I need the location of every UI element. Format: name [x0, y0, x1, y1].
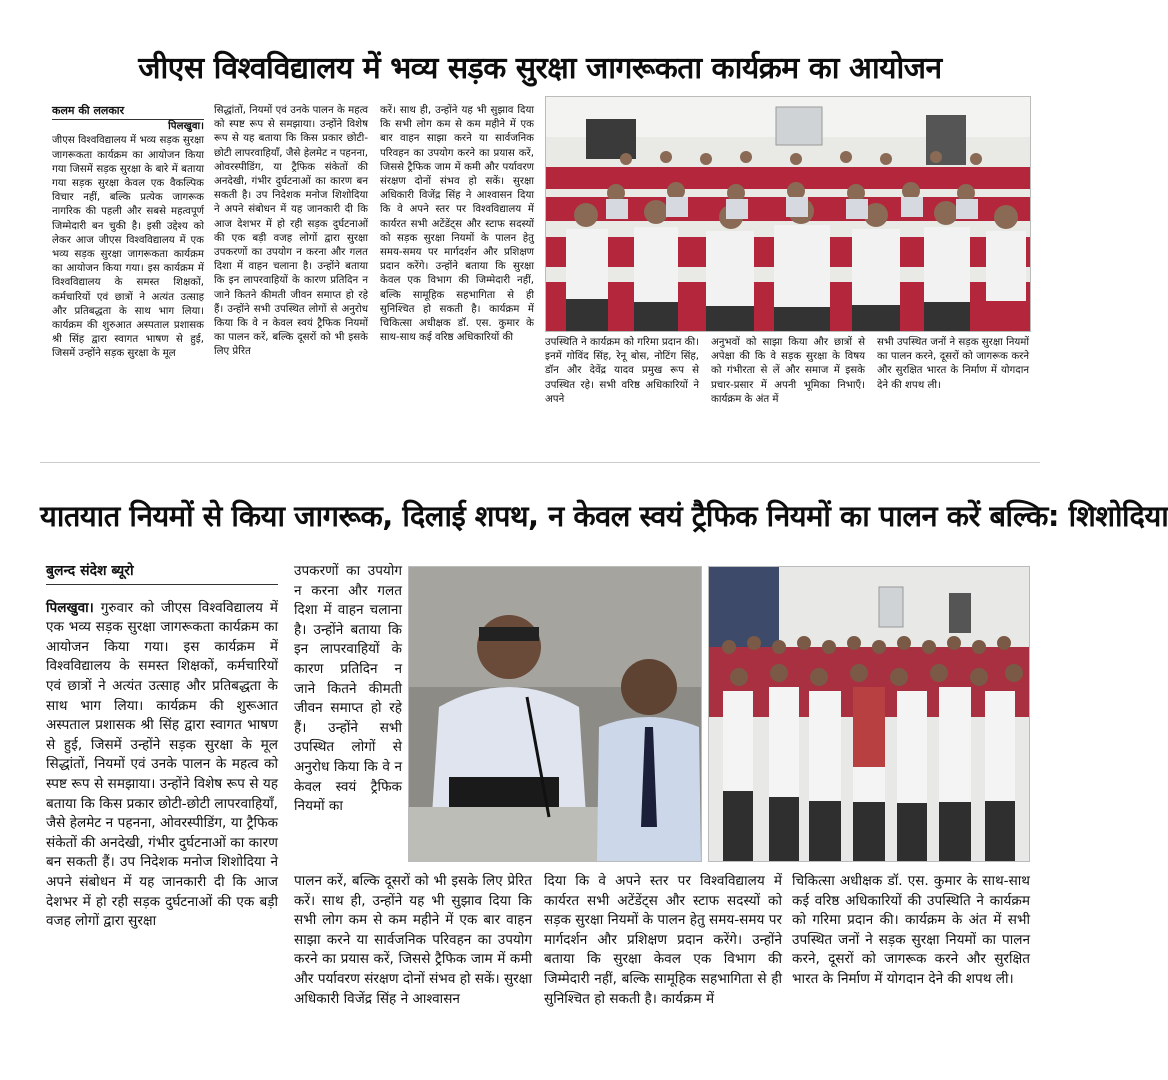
article1-photo-audience	[545, 96, 1031, 332]
article2-col3-text: पालन करें, बल्कि दूसरों को भी इसके लिए प्रेरित करें। साथ ही, उन्होंने यह भी सुझाव दिया कि सभी लोग कम से कम महीने में एक बार वाहन साझा करने या सार्वजनिक परिवहन का उपयोग करने का प्रयास करें, जिससे ट्रैफिक जाम में कमी और पर्यावरण संरक्षण दोनों संभव हो सकें। सुरक्षा अधिकारी विजेंद्र सिंह ने आश्वासन	[294, 873, 532, 1007]
article1-col2-text: सिद्धांतों, नियमों एवं उनके पालन के महत्व को स्पष्ट रूप से समझाया। उन्होंने विशेष रूप से यह बताया कि किस प्रकार छोटी-छोटी लापरवाहियाँ, जैसे हेलमेट न पहनना, ओवरस्पीडिंग, या ट्रैफिक संकेतों की अनदेखी, गंभीर दुर्घटनाओं का कारण बन सकती है। उप निदेशक मनोज शिशोदिया ने अपने संबोधन में यह जानकारी दी कि आज देशभर में हो रही सड़क दुर्घटनाओं की एक बड़ी वजह लोगों द्वारा सुरक्षा उपकरणों का उपयोग न करना और गलत दिशा में वाहन चलाना है। उन्होंने बताया कि इन लापरवाहियों के कारण प्रतिदिन न जाने कितने कीमती जीवन समाप्त हो रहे हैं। उन्होंने सभी उपस्थित लोगों से अनुरोध किया कि वे न केवल स्वयं ट्रैफिक नियमों का पालन करें, बल्कि दूसरों को भी इसके लिए प्रेरित	[214, 105, 368, 358]
article2-column-3	[294, 872, 532, 1048]
article1-dateline: पिलखुवा।	[168, 121, 204, 133]
article2-column-1	[46, 562, 278, 1048]
article2-photo-speaker	[408, 566, 702, 862]
audience-photo-illustration	[546, 97, 1030, 331]
article1-column-5	[711, 336, 865, 420]
article1-column-6	[877, 336, 1029, 420]
article1-headline: जीएस विश्वविद्यालय में भव्य सड़क सुरक्षा जागरूकता कार्यक्रम का आयोजन	[138, 51, 942, 86]
article2-column-4	[544, 872, 782, 1048]
article-divider	[40, 462, 1040, 463]
article2-byline: बुलन्द संदेश ब्यूरो	[46, 562, 278, 585]
article1-col5-text: अनुभवों को साझा किया और छात्रों से अपेक्षा की कि वे सड़क सुरक्षा के विषय को गंभीरता से लें और समाज में इसके प्रचार-प्रसार में अपनी भूमिका निभाएँ। कार्यक्रम के अंत में	[711, 337, 865, 405]
article2-col2-text: उपकरणों का उपयोग न करना और गलत दिशा में वाहन चलाना है। उन्होंने बताया कि इन लापरवाहियों के कारण प्रतिदिन न जाने कितने कीमती जीवन समाप्त हो रहे हैं। उन्होंने सभी उपस्थित लोगों से अनुरोध किया कि वे न केवल स्वयं ट्रैफिक नियमों का	[294, 563, 402, 815]
article1-col3-text: करें। साथ ही, उन्होंने यह भी सुझाव दिया कि सभी लोग कम से कम महीने में एक बार वाहन साझा करने या सार्वजनिक परिवहन का उपयोग करने का प्रयास करें, जिससे ट्रैफिक जाम में कमी और पर्यावरण संरक्षण दोनों संभव हो सकें। सुरक्षा अधिकारी विजेंद्र सिंह ने आश्वासन दिया कि वे अपने स्तर पर विश्वविद्यालय में कार्यरत सभी अटेंडेंट्स और स्टाफ सदस्यों को सड़क सुरक्षा नियमों के पालन हेतु समय-समय पर मार्गदर्शन और प्रशिक्षण प्रदान करेंगे। उन्होंने बताया कि सुरक्षा केवल एक विभाग की जिम्मेदारी नहीं, बल्कि सामूहिक सहभागिता से ही सुनिश्चित हो सकती है। कार्यक्रम में चिकित्सा अधीक्षक डॉ. एस. कुमार के साथ-साथ कई वरिष्ठ अधिकारियों की	[380, 105, 534, 344]
article2-headline: यातयात नियमों से किया जागरूक, दिलाई शपथ, न केवल स्वयं ट्रैफिक नियमों का पालन करें बल्कि: शिशोदिया	[40, 499, 1168, 533]
article1-column-2	[214, 104, 368, 420]
article2-dateline: पिलखुवा।	[46, 599, 94, 616]
article1-column-3	[380, 104, 534, 420]
group-photo-illustration	[709, 567, 1029, 861]
article2-col1-text: गुरुवार को जीएस विश्वविद्यालय में एक भव्य सड़क सुरक्षा जागरूकता कार्यक्रम का आयोजन किया गया। इस कार्यक्रम में विश्वविद्यालय के समस्त शिक्षकों, कर्मचारियों एवं छात्रों ने अत्यंत उत्साह और प्रतिबद्धता के साथ भाग लिया। कार्यक्रम की शुरूआत अस्पताल प्रशासक श्री सिंह द्वारा स्वागत भाषण से हुई, जिसमें उन्होंने सड़क सुरक्षा के मूल सिद्धांतों, नियमों एवं उनके पालन के महत्व को स्पष्ट रूप से समझाया। उन्होंने विशेष रूप से यह बताया कि किस प्रकार छोटी-छोटी लापरवाहियाँ, जैसे हेलमेट न पहनना, ओवरस्पीडिंग, या ट्रैफिक संकेतों की अनदेखी, गंभीर दुर्घटनाओं का कारण बन सकती हैं। उप निदेशक मनोज शिशोदिया ने अपने संबोधन में यह जानकारी दी कि आज देशभर में हो रही सड़क दुर्घटनाओं की एक बड़ी वजह लोगों द्वारा सुरक्षा	[46, 599, 278, 930]
article1-byline: कलम की ललकार	[52, 104, 204, 120]
article1-col1-text: जीएस विश्वविद्यालय में भव्य सड़क सुरक्षा जागरूकता कार्यक्रम का आयोजन किया गया जिसमें सड़क सुरक्षा के बारे में बताया गया सड़क सुरक्षा केवल एक वैकल्पिक विचार नहीं, बल्कि प्रत्येक जागरूक नागरिक की पहली और सबसे महत्वपूर्ण जिम्मेदारी बन चुकी है। इसी उद्देश्य को लेकर आज जीएस विश्वविद्यालय में एक भव्य सड़क सुरक्षा जागरूकता कार्यक्रम का आयोजन किया गया। इस कार्यक्रम में विश्वविद्यालय के समस्त शिक्षकों, कर्मचारियों एवं छात्रों ने अत्यंत उत्साह और प्रतिबद्धता के साथ भाग लिया। कार्यक्रम की शुरुआत अस्पताल प्रशासक श्री सिंह द्वारा स्वागत भाषण से हुई, जिसमें उन्होंने सड़क सुरक्षा के मूल	[52, 135, 204, 360]
article2-column-2	[294, 562, 402, 872]
article2-column-5	[792, 872, 1030, 1048]
article2-col4-text: दिया कि वे अपने स्तर पर विश्वविद्यालय में कार्यरत सभी अटेंडेंट्स और स्टाफ सदस्यों को सड़क सुरक्षा नियमों के पालन हेतु समय-समय पर मार्गदर्शन और प्रशिक्षण प्रदान करेंगे। उन्होंने बताया कि सुरक्षा केवल एक विभाग की जिम्मेदारी नहीं, बल्कि सामूहिक सहभागिता से ही सुनिश्चित हो सकती है। कार्यक्रम में	[544, 873, 782, 1007]
article2-photo-group	[708, 566, 1030, 862]
article2-col5-text: चिकित्सा अधीक्षक डॉ. एस. कुमार के साथ-साथ कई वरिष्ठ अधिकारियों की उपस्थिति ने कार्यक्रम को गरिमा प्रदान की। कार्यक्रम के अंत में सभी उपस्थित जनों ने सड़क सुरक्षा नियमों का पालन करने, दूसरों को जागरूक करने और सुरक्षित भारत के निर्माण में योगदान देने की शपथ ली।	[792, 873, 1030, 987]
article1-column-1	[52, 104, 204, 420]
speaker-photo-illustration	[409, 567, 701, 861]
article1-column-4	[545, 336, 699, 420]
article1-col6-text: सभी उपस्थित जनों ने सड़क सुरक्षा नियमों का पालन करने, दूसरों को जागरूक करने और सुरक्षित भारत के निर्माण में योगदान देने की शपथ ली।	[877, 337, 1029, 391]
article1-col4-text: उपस्थिति ने कार्यक्रम को गरिमा प्रदान की। इनमें गोविंद सिंह, रेनू बोस, नोटिंग सिंह, डॉन और देवेंद्र यादव प्रमुख रूप से उपस्थित रहे। सभी वरिष्ठ अधिकारियों ने अपने	[545, 337, 699, 405]
